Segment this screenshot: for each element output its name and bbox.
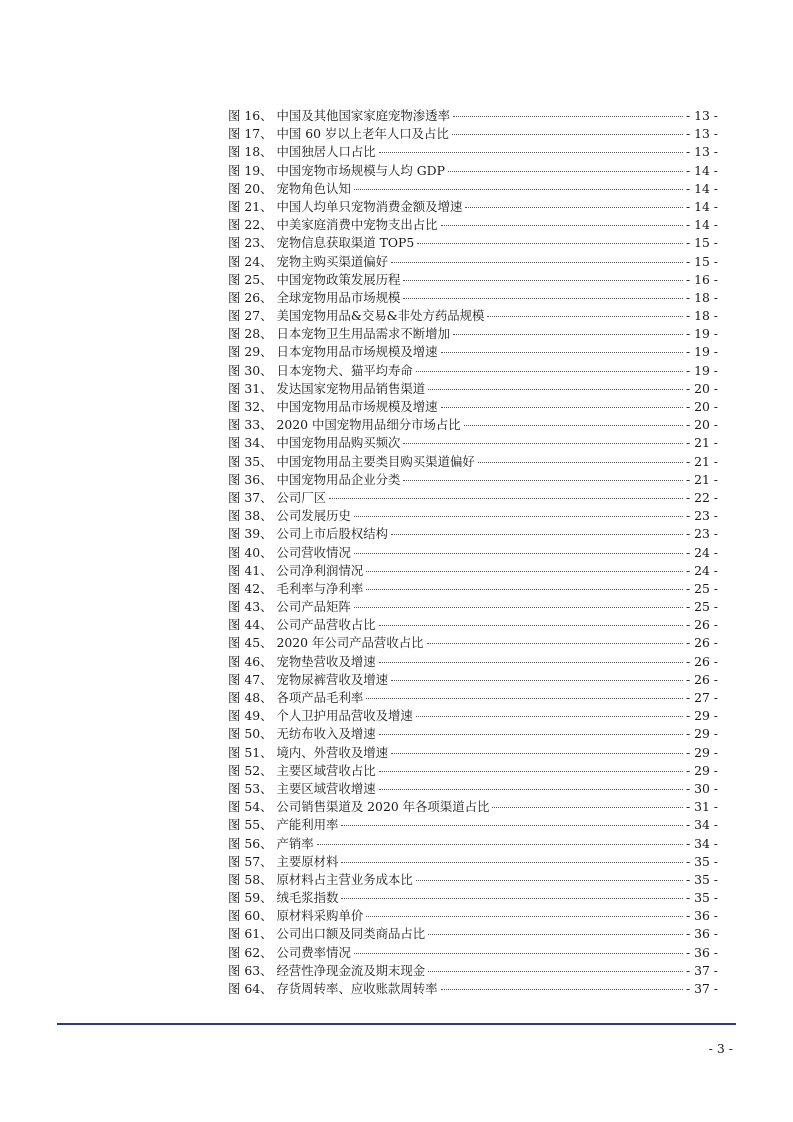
toc-entry-page: - 23 - xyxy=(685,526,718,542)
toc-entry-label: 图 60、 xyxy=(228,908,273,924)
toc-entry-label: 图 50、 xyxy=(228,726,273,742)
toc-entry[interactable] xyxy=(228,671,718,689)
toc-entry-page: - 26 - xyxy=(685,653,718,669)
toc-dot-leader xyxy=(441,989,683,990)
toc-dot-leader xyxy=(416,371,683,372)
toc-entry-title: 产销率 xyxy=(276,835,314,851)
toc-entry[interactable] xyxy=(228,434,718,452)
toc-entry-page: - 34 - xyxy=(685,817,718,833)
toc-entry-title: 公司净利润情况 xyxy=(276,562,364,578)
toc-entry[interactable] xyxy=(228,253,718,271)
toc-entry-label: 图 51、 xyxy=(228,744,273,760)
toc-entry-label: 图 49、 xyxy=(228,708,273,724)
toc-dot-leader xyxy=(391,262,683,263)
toc-entry-label: 图 42、 xyxy=(228,580,273,596)
toc-entry[interactable] xyxy=(228,416,718,434)
toc-dot-leader xyxy=(354,189,683,190)
toc-entry-page: - 36 - xyxy=(685,908,718,924)
toc-entry-label: 图 23、 xyxy=(228,235,273,251)
toc-dot-leader xyxy=(391,534,683,535)
toc-dot-leader xyxy=(417,243,683,244)
toc-entry-title: 个人卫护用品营收及增速 xyxy=(276,708,413,724)
toc-entry-page: - 19 - xyxy=(685,344,718,360)
toc-entry-label: 图 59、 xyxy=(228,890,273,906)
toc-entry-page: - 13 - xyxy=(685,108,718,123)
toc-entry-page: - 26 - xyxy=(685,671,718,687)
toc-entry-label: 图 64、 xyxy=(228,981,273,996)
toc-entry[interactable] xyxy=(228,489,718,507)
toc-entry[interactable] xyxy=(228,744,718,762)
toc-entry[interactable] xyxy=(228,907,718,925)
toc-entry-title: 产能利用率 xyxy=(276,817,339,833)
toc-entry-page: - 35 - xyxy=(685,853,718,869)
toc-entry[interactable] xyxy=(228,725,718,743)
toc-entry-page: - 29 - xyxy=(685,708,718,724)
toc-entry-label: 图 20、 xyxy=(228,180,273,196)
toc-entry[interactable] xyxy=(228,634,718,652)
toc-entry-label: 图 55、 xyxy=(228,817,273,833)
toc-entry-label: 图 27、 xyxy=(228,308,273,324)
toc-entry-title: 原材料占主营业务成本比 xyxy=(276,871,413,887)
toc-entry-label: 图 28、 xyxy=(228,326,273,342)
toc-dot-leader xyxy=(427,643,683,644)
toc-entry-title: 存货周转率、应收账款周转率 xyxy=(276,981,438,996)
page-number: - 3 - xyxy=(708,1041,733,1056)
toc-entry-title: 公司上市后股权结构 xyxy=(276,526,389,542)
toc-entry[interactable] xyxy=(228,271,718,289)
toc-entry[interactable] xyxy=(228,380,718,398)
toc-entry-title: 中国人均单只宠物消费金额及增速 xyxy=(276,198,463,214)
toc-entry-label: 图 25、 xyxy=(228,271,273,287)
toc-entry-page: - 15 - xyxy=(685,253,718,269)
toc-entry-title: 中国宠物用品市场规模及增速 xyxy=(276,399,438,414)
toc-entry[interactable] xyxy=(228,580,718,598)
toc-entry-page: - 26 - xyxy=(685,617,718,633)
toc-dot-leader xyxy=(428,934,683,935)
toc-entry-page: - 21 - xyxy=(685,435,718,451)
toc-entry-label: 图 34、 xyxy=(228,435,273,451)
toc-entry-label: 图 35、 xyxy=(228,453,273,469)
toc-dot-leader xyxy=(453,116,683,117)
toc-entry-title: 日本宠物用品市场规模及增速 xyxy=(276,344,438,360)
toc-entry-label: 图 32、 xyxy=(228,399,273,414)
toc-dot-leader xyxy=(492,807,683,808)
toc-dot-leader xyxy=(366,698,683,699)
toc-entry-label: 图 29、 xyxy=(228,344,273,360)
toc-entry-label: 图 31、 xyxy=(228,380,273,396)
toc-entry-label: 图 17、 xyxy=(228,126,273,142)
toc-entry-title: 2020 中国宠物用品细分市场占比 xyxy=(276,417,461,433)
toc-entry-page: - 35 - xyxy=(685,890,718,906)
toc-entry-title: 美国宠物用品&交易&非处方药品规模 xyxy=(276,308,485,324)
toc-entry-page: - 37 - xyxy=(685,981,718,996)
toc-entry[interactable] xyxy=(228,398,718,416)
toc-entry-label: 图 63、 xyxy=(228,962,273,978)
toc-dot-leader xyxy=(379,789,683,790)
toc-entry[interactable] xyxy=(228,780,718,798)
toc-entry[interactable] xyxy=(228,325,718,343)
toc-entry[interactable] xyxy=(228,544,718,562)
toc-entry[interactable] xyxy=(228,835,718,853)
toc-entry[interactable] xyxy=(228,853,718,871)
toc-entry[interactable] xyxy=(228,689,718,707)
toc-entry-page: - 14 - xyxy=(685,217,718,233)
toc-dot-leader xyxy=(391,680,683,681)
toc-entry-page: - 22 - xyxy=(685,489,718,505)
toc-entry-page: - 20 - xyxy=(685,380,718,396)
toc-dot-leader xyxy=(354,607,683,608)
toc-entry[interactable] xyxy=(228,562,718,580)
toc-entry-label: 图 18、 xyxy=(228,144,273,160)
toc-entry-label: 图 30、 xyxy=(228,362,273,378)
toc-entry-label: 图 58、 xyxy=(228,871,273,887)
toc-dot-leader xyxy=(416,880,683,881)
toc-entry-label: 图 36、 xyxy=(228,471,273,487)
toc-entry-title: 各项产品毛利率 xyxy=(276,690,364,705)
toc-entry-title: 公司产品营收占比 xyxy=(276,617,376,633)
toc-entry-page: - 34 - xyxy=(685,835,718,851)
toc-entry[interactable] xyxy=(228,762,718,780)
toc-entry[interactable] xyxy=(228,343,718,361)
toc-dot-leader xyxy=(329,498,683,499)
toc-entry[interactable] xyxy=(228,653,718,671)
toc-entry-page: - 20 - xyxy=(685,399,718,414)
toc-entry[interactable] xyxy=(228,816,718,834)
toc-entry[interactable] xyxy=(228,198,718,216)
toc-dot-leader xyxy=(441,352,683,353)
toc-entry[interactable] xyxy=(228,234,718,252)
toc-entry-title: 2020 年公司产品营收占比 xyxy=(276,635,424,651)
toc-entry-page: - 29 - xyxy=(685,744,718,760)
toc-entry-label: 图 38、 xyxy=(228,508,273,524)
toc-entry-page: - 25 - xyxy=(685,580,718,596)
toc-entry-label: 图 48、 xyxy=(228,690,273,705)
toc-entry-title: 中国宠物政策发展历程 xyxy=(276,271,401,287)
toc-entry-label: 图 53、 xyxy=(228,780,273,796)
toc-entry-page: - 13 - xyxy=(685,144,718,160)
toc-entry-label: 图 43、 xyxy=(228,599,273,615)
toc-entry-page: - 29 - xyxy=(685,726,718,742)
toc-entry[interactable] xyxy=(228,598,718,616)
toc-dot-leader xyxy=(452,134,683,135)
toc-entry-page: - 29 - xyxy=(685,762,718,778)
toc-entry-title: 公司厂区 xyxy=(276,489,327,505)
toc-entry[interactable] xyxy=(228,925,718,943)
toc-dot-leader xyxy=(428,971,683,972)
toc-entry[interactable] xyxy=(228,125,718,143)
toc-dot-leader xyxy=(379,771,683,772)
figure-table-of-contents xyxy=(228,107,718,998)
toc-dot-leader xyxy=(354,516,683,517)
toc-dot-leader xyxy=(441,407,683,408)
toc-entry-page: - 20 - xyxy=(685,417,718,433)
toc-entry-page: - 21 - xyxy=(685,471,718,487)
toc-entry-title: 宠物主购买渠道偏好 xyxy=(276,253,389,269)
toc-entry-title: 日本宠物犬、猫平均寿命 xyxy=(276,362,413,378)
toc-entry-page: - 21 - xyxy=(685,453,718,469)
toc-entry-label: 图 57、 xyxy=(228,853,273,869)
toc-dot-leader xyxy=(366,916,683,917)
toc-dot-leader xyxy=(448,171,683,172)
toc-entry[interactable] xyxy=(228,307,718,325)
toc-dot-leader xyxy=(453,334,683,335)
toc-entry[interactable] xyxy=(228,143,718,161)
toc-dot-leader xyxy=(379,625,683,626)
toc-entry-label: 图 45、 xyxy=(228,635,273,651)
toc-dot-leader xyxy=(464,425,683,426)
toc-entry-title: 发达国家宠物用品销售渠道 xyxy=(276,380,426,396)
toc-entry-page: - 36 - xyxy=(685,944,718,960)
toc-entry-title: 宠物角色认知 xyxy=(276,180,351,196)
toc-entry-title: 经营性净现金流及期末现金 xyxy=(276,962,426,978)
toc-dot-leader xyxy=(403,443,683,444)
toc-entry[interactable] xyxy=(228,962,718,980)
toc-dot-leader xyxy=(478,462,683,463)
toc-entry-label: 图 44、 xyxy=(228,617,273,633)
toc-entry-page: - 25 - xyxy=(685,599,718,615)
toc-entry-title: 中国宠物用品购买频次 xyxy=(276,435,401,451)
toc-entry[interactable] xyxy=(228,944,718,962)
toc-entry[interactable] xyxy=(228,889,718,907)
toc-dot-leader xyxy=(317,844,683,845)
toc-entry[interactable] xyxy=(228,507,718,525)
toc-entry-page: - 31 - xyxy=(685,799,718,815)
toc-entry[interactable] xyxy=(228,616,718,634)
toc-entry-title: 中国宠物市场规模与人均 GDP xyxy=(276,162,445,178)
toc-entry-label: 图 54、 xyxy=(228,799,273,815)
toc-dot-leader xyxy=(403,280,683,281)
toc-entry[interactable] xyxy=(228,707,718,725)
toc-entry-title: 主要区域营收占比 xyxy=(276,762,376,778)
toc-entry-title: 无纺布收入及增速 xyxy=(276,726,376,742)
toc-dot-leader xyxy=(354,553,683,554)
toc-entry[interactable] xyxy=(228,107,718,125)
toc-entry-page: - 14 - xyxy=(685,162,718,178)
toc-entry-label: 图 22、 xyxy=(228,217,273,233)
toc-entry-title: 宠物尿裤营收及增速 xyxy=(276,671,389,687)
toc-entry-title: 全球宠物用品市场规模 xyxy=(276,289,401,305)
toc-entry-title: 中美家庭消费中宠物支出占比 xyxy=(276,217,438,233)
toc-entry-title: 中国宠物用品主要类目购买渠道偏好 xyxy=(276,453,475,469)
toc-entry-title: 境内、外营收及增速 xyxy=(276,744,389,760)
toc-entry-page: - 35 - xyxy=(685,871,718,887)
toc-dot-leader xyxy=(487,316,683,317)
toc-entry-page: - 24 - xyxy=(685,562,718,578)
toc-entry-label: 图 46、 xyxy=(228,653,273,669)
toc-entry-label: 图 40、 xyxy=(228,544,273,560)
toc-entry-title: 中国宠物用品企业分类 xyxy=(276,471,401,487)
toc-entry-page: - 18 - xyxy=(685,308,718,324)
toc-entry[interactable] xyxy=(228,525,718,543)
toc-dot-leader xyxy=(341,825,683,826)
toc-entry-label: 图 37、 xyxy=(228,489,273,505)
toc-entry-title: 宠物垫营收及增速 xyxy=(276,653,376,669)
toc-entry-title: 原材料采购单价 xyxy=(276,908,364,924)
toc-dot-leader xyxy=(428,389,683,390)
toc-entry-page: - 36 - xyxy=(685,926,718,942)
toc-entry-title: 公司产品矩阵 xyxy=(276,599,351,615)
footer-rule xyxy=(57,1023,736,1025)
toc-dot-leader xyxy=(403,480,683,481)
toc-entry-label: 图 47、 xyxy=(228,671,273,687)
toc-entry-page: - 23 - xyxy=(685,508,718,524)
toc-entry-title: 公司费率情况 xyxy=(276,944,351,960)
toc-entry[interactable] xyxy=(228,871,718,889)
toc-dot-leader xyxy=(366,589,683,590)
toc-entry-title: 日本宠物卫生用品需求不断增加 xyxy=(276,326,450,342)
toc-dot-leader xyxy=(379,662,683,663)
toc-entry[interactable] xyxy=(228,216,718,234)
toc-entry-page: - 30 - xyxy=(685,780,718,796)
toc-entry-page: - 26 - xyxy=(685,635,718,651)
toc-entry-page: - 27 - xyxy=(685,690,718,705)
toc-entry-page: - 16 - xyxy=(685,271,718,287)
toc-entry-title: 公司销售渠道及 2020 年各项渠道占比 xyxy=(276,799,490,815)
toc-entry[interactable] xyxy=(228,180,718,198)
toc-entry-page: - 37 - xyxy=(685,962,718,978)
toc-entry-title: 公司发展历史 xyxy=(276,508,351,524)
toc-entry-label: 图 16、 xyxy=(228,108,273,123)
toc-entry[interactable] xyxy=(228,453,718,471)
toc-entry-title: 中国 60 岁以上老年人口及占比 xyxy=(276,126,449,142)
toc-entry-label: 图 26、 xyxy=(228,289,273,305)
toc-entry[interactable] xyxy=(228,162,718,180)
toc-entry[interactable] xyxy=(228,471,718,489)
toc-entry-label: 图 41、 xyxy=(228,562,273,578)
toc-dot-leader xyxy=(416,716,683,717)
toc-dot-leader xyxy=(391,753,683,754)
toc-entry[interactable] xyxy=(228,980,718,998)
toc-entry-title: 宠物信息获取渠道 TOP5 xyxy=(276,235,415,251)
toc-entry-label: 图 56、 xyxy=(228,835,273,851)
toc-entry-title: 毛利率与净利率 xyxy=(276,580,364,596)
toc-entry-page: - 15 - xyxy=(685,235,718,251)
toc-entry-page: - 19 - xyxy=(685,326,718,342)
toc-entry-title: 主要原材料 xyxy=(276,853,339,869)
toc-entry-label: 图 24、 xyxy=(228,253,273,269)
toc-dot-leader xyxy=(354,953,683,954)
toc-entry-title: 主要区域营收增速 xyxy=(276,780,376,796)
toc-entry-label: 图 62、 xyxy=(228,944,273,960)
toc-entry[interactable] xyxy=(228,362,718,380)
toc-dot-leader xyxy=(441,225,683,226)
toc-entry-label: 图 61、 xyxy=(228,926,273,942)
toc-dot-leader xyxy=(366,571,683,572)
toc-dot-leader xyxy=(379,734,683,735)
toc-dot-leader xyxy=(379,152,683,153)
toc-entry-title: 绒毛浆指数 xyxy=(276,890,339,906)
toc-entry-label: 图 33、 xyxy=(228,417,273,433)
toc-entry-page: - 24 - xyxy=(685,544,718,560)
toc-entry-title: 公司出口额及同类商品占比 xyxy=(276,926,426,942)
toc-dot-leader xyxy=(341,862,683,863)
toc-entry-label: 图 52、 xyxy=(228,762,273,778)
toc-dot-leader xyxy=(465,207,683,208)
toc-entry[interactable] xyxy=(228,289,718,307)
toc-entry-page: - 13 - xyxy=(685,126,718,142)
toc-dot-leader xyxy=(403,298,683,299)
toc-entry-page: - 18 - xyxy=(685,289,718,305)
toc-entry-title: 中国独居人口占比 xyxy=(276,144,376,160)
toc-entry[interactable] xyxy=(228,798,718,816)
toc-dot-leader xyxy=(341,898,683,899)
toc-entry-title: 中国及其他国家家庭宠物渗透率 xyxy=(276,108,450,123)
toc-entry-page: - 19 - xyxy=(685,362,718,378)
toc-entry-title: 公司营收情况 xyxy=(276,544,351,560)
toc-entry-label: 图 19、 xyxy=(228,162,273,178)
toc-entry-page: - 14 - xyxy=(685,198,718,214)
toc-entry-page: - 14 - xyxy=(685,180,718,196)
toc-entry-label: 图 21、 xyxy=(228,198,273,214)
toc-entry-label: 图 39、 xyxy=(228,526,273,542)
